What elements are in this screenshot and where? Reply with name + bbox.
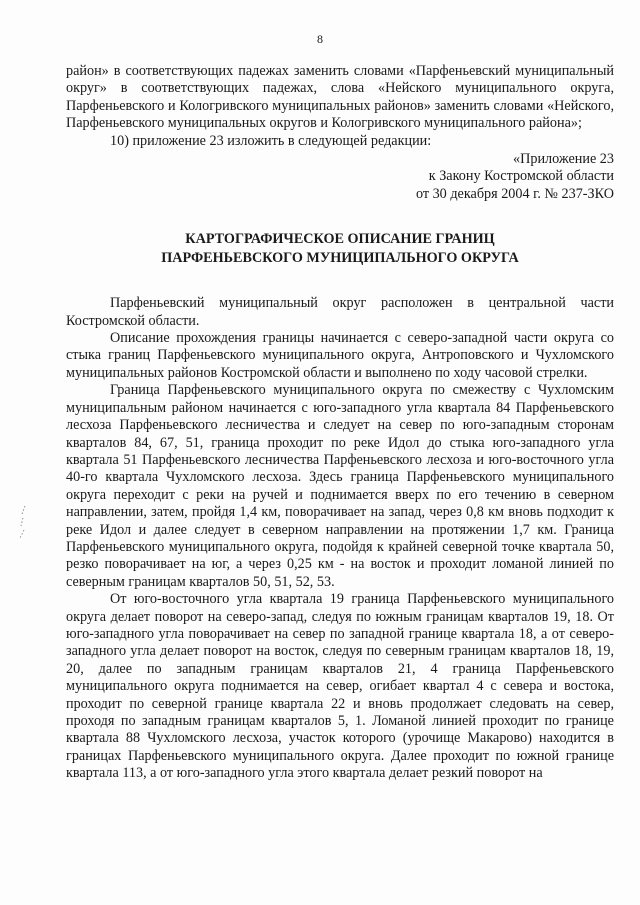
- paragraph-location: Парфеньевский муниципальный округ расположен в центральной части Костромской области.: [66, 295, 614, 329]
- title-line-2: ПАРФЕНЬЕВСКОГО МУНИЦИПАЛЬНОГО ОКРУГА: [161, 250, 519, 267]
- document-body: [66, 63, 614, 783]
- amendment-item-10: 10) приложение 23 изложить в следующей редакции:: [110, 132, 432, 149]
- title-line-1: КАРТОГРАФИЧЕСКОЕ ОПИСАНИЕ ГРАНИЦ: [185, 231, 495, 248]
- paragraph-chukhloma-border: Граница Парфеньевского муниципального округа по смежеству с Чухломским муниципальным районом начинается с юго-западного угла квартала 84 Парфеньевского лесхоза Парфеньевского лесничества и следует на север по юго-западным сторонам кварталов 84, 67, 51, граница проходит по реке Идол до стыка юго-западного угла квартала 51 Парфеньевского лесничества Парфеньевского лесхоза и юго-восточного угла 40-го квартала Чухломского лесхоза. Здесь граница Парфеньевского муниципального округа переходит с реки на ручей и поднимается вверх по его течению в северном направлении, затем, пройдя 1,4 км, поворачивает на запад, через 0,8 км вновь подходит к реке Идол и далее следует в северном направлении на протяжении 1,7 км. Граница Парфеньевского муниципального округа, подойдя к крайней северной точке квартала 50, резко поворачивает на юг, а через 0,25 км - на восток и проходит ломаной линией по северным границам кварталов 50, 51, 52, 53.: [66, 382, 614, 590]
- page-number: 8: [317, 32, 323, 46]
- margin-mark: [18, 504, 28, 540]
- paragraph-quarter-19: От юго-восточного угла квартала 19 граница Парфеньевского муниципального округа делает поворот на северо-запад, следуя по южным границам кварталов 19, 18. От юго-западного угла поворачивает на север по западной границе квартала 18, а от северо-западного угла делает поворот на восток, следуя по северным границам кварталов 18, 19, 20, далее по западным границам кварталов 21, 4 граница Парфеньевского муниципального округа поднимается на север, огибает квартал 4 с севера и востока, проходит по северной границе квартала 22 и вновь продолжает следовать на север, проходя по западным границам кварталов 5, 1. Ломаной линией проходит по границе квартала 88 Чухломского лесхоза, участок которого (урочище Макарово) находится в границах Парфеньевского муниципального округа. Далее проходит по южной границе квартала 113, а от юго-западного угла этого квартала делает резкий поворот на: [66, 591, 614, 782]
- appendix-law-date: от 30 декабря 2004 г. № 237-ЗКО: [415, 185, 614, 202]
- appendix-law-ref: к Закону Костромской области: [428, 168, 614, 185]
- document-title: [66, 230, 614, 268]
- paragraph-description-start: Описание прохождения границы начинается с северо-западной части округа со стыка границ Парфеньевского муниципального округа, Антроповского и Чухломского муниципальных районов Костромской области и выполнено по ходу часовой стрелки.: [66, 330, 614, 381]
- appendix-label: «Приложение 23: [513, 151, 614, 168]
- opening-paragraph: район» в соответствующих падежах заменить словами «Парфеньевский муниципальный округ» в соответствующих падежах, слова «Нейского муниципального округа, Парфеньевского и Кологривского муниципальных районов» заменить словами «Нейского, Парфеньевского муниципальных округов и Кологривского муниципального района»;: [66, 63, 614, 132]
